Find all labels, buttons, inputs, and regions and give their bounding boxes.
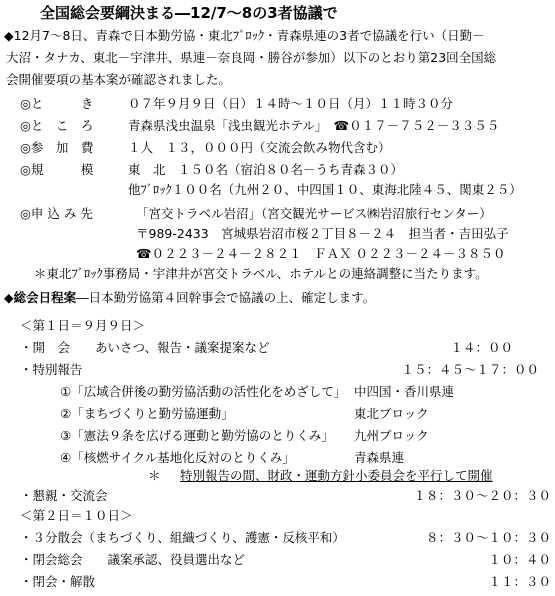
- plenary-time: １０：４０: [488, 552, 551, 567]
- place-value: 青森県浅虫温泉「浅虫観光ホテル」 ☎０１７－７５２－３３５５: [128, 118, 500, 133]
- apply-label: ◎申 込 み 先: [20, 206, 93, 221]
- party-time: １８：３０～２０：３０: [413, 488, 551, 503]
- breakout-time: ８：３０～１０：３０: [425, 530, 551, 545]
- apply-value: 「宮交トラベル岩沼」（宮交観光サービス㈱岩沼旅行センター）: [136, 206, 492, 221]
- apply-phone: ☎０２２３－２４－２８２１ ＦＡＸ ０２２３－２４－３８５０: [136, 246, 506, 261]
- schedule-heading-rest: ―日本勤労協第４回幹事会で協議の上、確定します。: [76, 290, 376, 305]
- note: ＊東北ﾌﾞﾛｯｸ事務局・宇津井が宮交トラベル、ホテルとの連絡調整に当たります。: [34, 266, 488, 281]
- report-3-title: ③「憲法９条を広げる運動と勤労協のとりくみ」: [60, 428, 334, 443]
- report-3-by: 九州ブロック: [354, 428, 429, 443]
- parallel-note: 特別報告の間、財政・運動方針小委員会を平行して開催: [180, 468, 493, 483]
- scale-value-other: 他ﾌﾞﾛｯｸ１００名（九州２０、中四国１０、東海北陸４５、関東２５）: [128, 182, 522, 197]
- intro-line-1: ◆12月7～8日、青森で日本勤労協・東北ﾌﾞﾛｯｸ・青森県連の3者で協議を行い（日勤－: [4, 28, 485, 43]
- parallel-note-star: ＊: [148, 468, 161, 483]
- report-2-title: ②「まちづくりと勤労協運動」: [60, 406, 234, 421]
- report-4-title: ④「核燃サイクル基地化反対のとりくみ」: [60, 450, 295, 465]
- place-label: ◎と こ ろ: [20, 118, 94, 133]
- schedule-heading-bold: ◆総会日程案: [4, 290, 77, 305]
- intro-line-2: 大沼・タナカ、東北－宇津井、県連－奈良岡・勝谷が参加）以下のとおり第23回全国総: [6, 50, 497, 65]
- day2-heading: ＜第２日＝１０日＞: [20, 508, 133, 523]
- closing-time: １１：３０: [488, 574, 551, 589]
- scale-label: ◎規 模: [20, 162, 94, 177]
- opening-time: １４：００: [450, 340, 513, 355]
- report-1-title: ①「広域合併後の勤労協活動の活性化をめざして」: [60, 384, 347, 399]
- plenary-item: ・閉会総会 議案承認、役員選出など: [20, 552, 246, 567]
- page-title: 全国総会要綱決まる―12/7～8の3者協議で: [40, 4, 338, 22]
- report-2-by: 東北ブロック: [354, 406, 429, 421]
- special-report-item: ・特別報告: [20, 362, 83, 377]
- intro-line-3: 会開催要項の基本案が確認されました。: [6, 72, 232, 87]
- closing-item: ・閉会・解散: [20, 574, 96, 589]
- opening-item: ・開 会 あいさつ、報告・議案提案など: [20, 340, 270, 355]
- date-label: ◎と き: [20, 96, 94, 111]
- fee-value: １人 １３，０００円（交流会飲み物代含む）: [128, 140, 391, 155]
- report-1-by: 中四国・香川県連: [354, 384, 455, 399]
- report-4-by: 青森県連: [354, 450, 405, 465]
- fee-label: ◎参 加 費: [20, 140, 94, 155]
- apply-address: 〒989-2433 宮城県岩沼市桜２丁目８－２４ 担当者・吉田弘子: [136, 226, 509, 241]
- special-report-time: １５：４５～１７：００: [401, 362, 539, 377]
- day1-heading: ＜第１日＝９月９日＞: [20, 318, 146, 333]
- date-value: ０７年９月９日（日）１４時～１０日（月）１１時３０分: [128, 96, 454, 111]
- breakout-item: ・３分散会（まちづくり、組織づくり、護憲・反核平和）: [20, 530, 345, 545]
- schedule-heading: [4, 290, 375, 306]
- scale-value: 東 北 １５０名（宿泊８０名－うち青森３０）: [128, 162, 404, 177]
- party-item: ・懇親・交流会: [20, 488, 108, 503]
